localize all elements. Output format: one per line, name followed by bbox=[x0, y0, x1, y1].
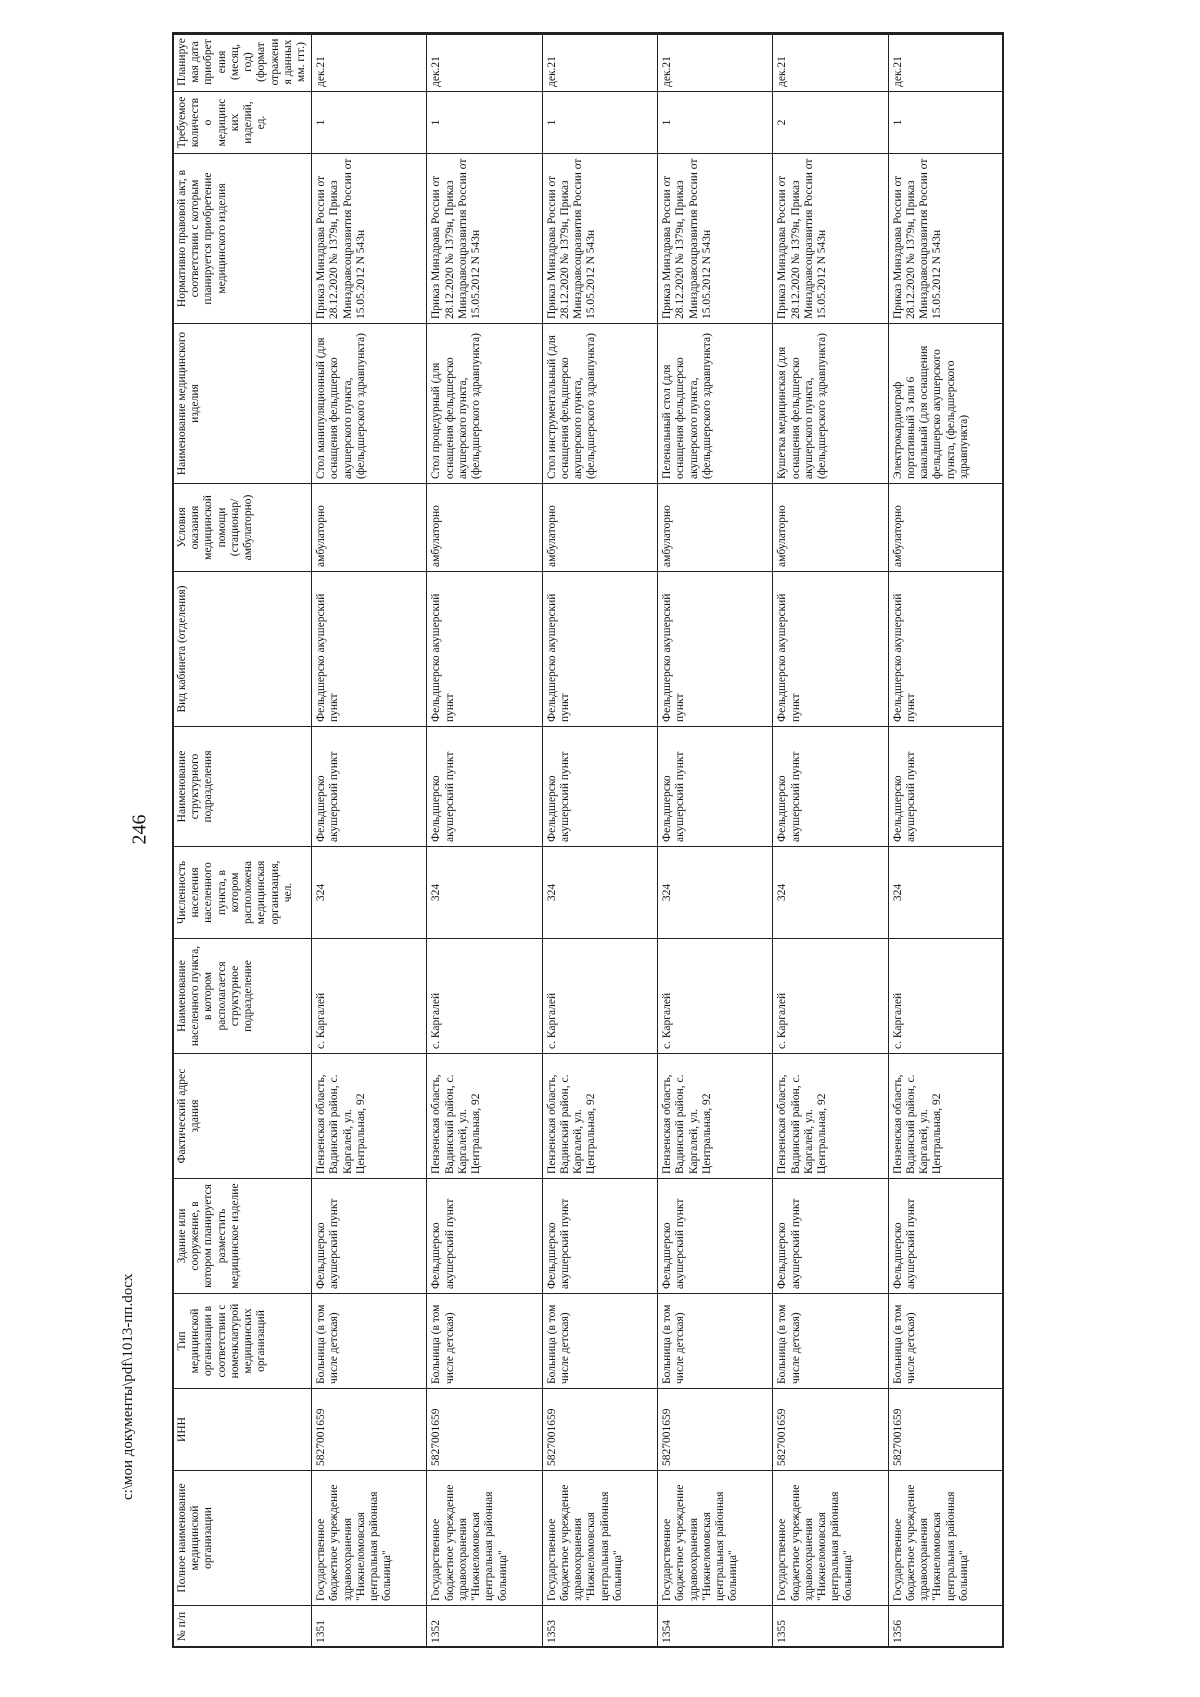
cell-number: 1354 bbox=[658, 1606, 773, 1648]
cell-org-type: Больница (в том числе детская) bbox=[312, 1294, 427, 1389]
table-header-row bbox=[173, 33, 312, 1648]
cell-building: Фельдшерско акушерский пункт bbox=[312, 1179, 427, 1294]
cell-org-type: Больница (в том числе детская) bbox=[773, 1294, 888, 1389]
cell-cabinet: Фельдшерско акушерский пункт bbox=[773, 572, 888, 727]
cell-act: Приказ Минздрава России от 28.12.2020 № 1379н, Приказ Минздравсоцразвития России от 15.05.2012 N 543н bbox=[542, 154, 657, 324]
cell-inn: 5827001659 bbox=[658, 1389, 773, 1471]
cell-unit: Фельдшерско акушерский пункт bbox=[773, 727, 888, 847]
cell-act: Приказ Минздрава России от 28.12.2020 № 1379н, Приказ Минздравсоцразвития России от 15.05.2012 N 543н bbox=[427, 154, 542, 324]
cell-date: дек.21 bbox=[542, 33, 657, 92]
table-row bbox=[773, 33, 888, 1648]
header-cell: Наименование населенного пункта, в котором располагается структурное подразделение bbox=[173, 939, 312, 1054]
cell-address: Пензенская область, Вадинский район, с. Каргалей, ул. Центральная, 92 bbox=[312, 1054, 427, 1179]
cell-settlement: с. Каргалей bbox=[542, 939, 657, 1054]
cell-date: дек.21 bbox=[427, 33, 542, 92]
cell-population: 324 bbox=[312, 847, 427, 939]
cell-organization: Государственное бюджетное учреждение здравоохранения "Нижнеломовская центральная районная больница" bbox=[658, 1471, 773, 1606]
header-cell: Фактический адрес здания bbox=[173, 1054, 312, 1179]
cell-building: Фельдшерско акушерский пункт bbox=[542, 1179, 657, 1294]
header-cell: № п/п bbox=[173, 1606, 312, 1648]
cell-address: Пензенская область, Вадинский район, с. Каргалей, ул. Центральная, 92 bbox=[542, 1054, 657, 1179]
cell-population: 324 bbox=[773, 847, 888, 939]
cell-org-type: Больница (в том числе детская) bbox=[658, 1294, 773, 1389]
cell-date: дек.21 bbox=[658, 33, 773, 92]
cell-org-type: Больница (в том числе детская) bbox=[542, 1294, 657, 1389]
cell-conditions: амбулаторно bbox=[773, 484, 888, 572]
cell-unit: Фельдшерско акушерский пункт bbox=[542, 727, 657, 847]
cell-conditions: амбулаторно bbox=[658, 484, 773, 572]
cell-device: Кушетка медицинская (для оснащения фельдшерско акушерского пункта, (фельдшерского здравпункта) bbox=[773, 324, 888, 484]
header-cell: Численность населения населенного пункта, в котором расположена медицинская организация, чел. bbox=[173, 847, 312, 939]
cell-address: Пензенская область, Вадинский район, с. Каргалей, ул. Центральная, 92 bbox=[427, 1054, 542, 1179]
header-cell: Вид кабинета (отделения) bbox=[173, 572, 312, 727]
cell-date: дек.21 bbox=[888, 33, 1003, 92]
cell-conditions: амбулаторно bbox=[427, 484, 542, 572]
page-number: 246 bbox=[128, 814, 151, 845]
cell-quantity: 2 bbox=[773, 92, 888, 154]
cell-conditions: амбулаторно bbox=[312, 484, 427, 572]
cell-population: 324 bbox=[658, 847, 773, 939]
cell-quantity: 1 bbox=[888, 92, 1003, 154]
cell-number: 1356 bbox=[888, 1606, 1003, 1648]
cell-act: Приказ Минздрава России от 28.12.2020 № 1379н, Приказ Минздравсоцразвития России от 15.05.2012 N 543н bbox=[888, 154, 1003, 324]
cell-number: 1352 bbox=[427, 1606, 542, 1648]
cell-population: 324 bbox=[427, 847, 542, 939]
cell-org-type: Больница (в том числе детская) bbox=[888, 1294, 1003, 1389]
cell-number: 1351 bbox=[312, 1606, 427, 1648]
cell-organization: Государственное бюджетное учреждение здравоохранения "Нижнеломовская центральная районная больница" bbox=[773, 1471, 888, 1606]
cell-inn: 5827001659 bbox=[888, 1389, 1003, 1471]
cell-settlement: с. Каргалей bbox=[312, 939, 427, 1054]
header-cell: Наименование медицинского изделия bbox=[173, 324, 312, 484]
footer-file-path: c:\мои документы\pdf\1013-пп.docx bbox=[120, 1273, 136, 1500]
cell-inn: 5827001659 bbox=[312, 1389, 427, 1471]
header-cell: Наименование структурного подразделения bbox=[173, 727, 312, 847]
cell-conditions: амбулаторно bbox=[542, 484, 657, 572]
header-cell: Требуемое количество медицинских изделий, ед. bbox=[173, 92, 312, 154]
cell-device: Стол процедурный (для оснащения фельдшерско акушерского пункта, (фельдшерского здравпункта) bbox=[427, 324, 542, 484]
cell-device: Стол инструментальный (для оснащения фельдшерско акушерского пункта, (фельдшерского здравпункта) bbox=[542, 324, 657, 484]
cell-device: Пеленальный стол (для оснащения фельдшерско акушерского пункта, (фельдшерского здравпункта) bbox=[658, 324, 773, 484]
cell-population: 324 bbox=[542, 847, 657, 939]
cell-settlement: с. Каргалей bbox=[427, 939, 542, 1054]
cell-date: дек.21 bbox=[773, 33, 888, 92]
header-cell: Полное наименование медицинской организации bbox=[173, 1471, 312, 1606]
cell-inn: 5827001659 bbox=[773, 1389, 888, 1471]
cell-cabinet: Фельдшерско акушерский пункт bbox=[658, 572, 773, 727]
cell-inn: 5827001659 bbox=[427, 1389, 542, 1471]
cell-settlement: с. Каргалей bbox=[773, 939, 888, 1054]
header-cell: Тип медицинской организации в соответствии с номенклатурой медицинских организаций bbox=[173, 1294, 312, 1389]
cell-quantity: 1 bbox=[427, 92, 542, 154]
cell-address: Пензенская область, Вадинский район, с. Каргалей, ул. Центральная, 92 bbox=[888, 1054, 1003, 1179]
cell-organization: Государственное бюджетное учреждение здравоохранения "Нижнеломовская центральная районная больница" bbox=[542, 1471, 657, 1606]
cell-building: Фельдшерско акушерский пункт bbox=[427, 1179, 542, 1294]
cell-cabinet: Фельдшерско акушерский пункт bbox=[542, 572, 657, 727]
cell-population: 324 bbox=[888, 847, 1003, 939]
cell-conditions: амбулаторно bbox=[888, 484, 1003, 572]
table-row bbox=[658, 33, 773, 1648]
table-row bbox=[542, 33, 657, 1648]
cell-organization: Государственное бюджетное учреждение здравоохранения "Нижнеломовская центральная районная больница" bbox=[312, 1471, 427, 1606]
cell-building: Фельдшерско акушерский пункт bbox=[658, 1179, 773, 1294]
cell-cabinet: Фельдшерско акушерский пункт bbox=[312, 572, 427, 727]
cell-unit: Фельдшерско акушерский пункт bbox=[427, 727, 542, 847]
cell-number: 1353 bbox=[542, 1606, 657, 1648]
cell-unit: Фельдшерско акушерский пункт bbox=[658, 727, 773, 847]
header-cell: ИНН bbox=[173, 1389, 312, 1471]
cell-inn: 5827001659 bbox=[542, 1389, 657, 1471]
table-row bbox=[427, 33, 542, 1648]
cell-building: Фельдшерско акушерский пункт bbox=[888, 1179, 1003, 1294]
header-cell: Нормативно правовой акт, в соответствии с которым планируется приобретение медицинского изделия bbox=[173, 154, 312, 324]
cell-settlement: с. Каргалей bbox=[658, 939, 773, 1054]
cell-address: Пензенская область, Вадинский район, с. Каргалей, ул. Центральная, 92 bbox=[658, 1054, 773, 1179]
header-cell: Условия оказания медицинской помощи (стационар/ амбулаторно) bbox=[173, 484, 312, 572]
cell-organization: Государственное бюджетное учреждение здравоохранения "Нижнеломовская центральная районная больница" bbox=[427, 1471, 542, 1606]
cell-unit: Фельдшерско акушерский пункт bbox=[888, 727, 1003, 847]
cell-building: Фельдшерско акушерский пункт bbox=[773, 1179, 888, 1294]
cell-act: Приказ Минздрава России от 28.12.2020 № 1379н, Приказ Минздравсоцразвития России от 15.05.2012 N 543н bbox=[312, 154, 427, 324]
cell-cabinet: Фельдшерско акушерский пункт bbox=[427, 572, 542, 727]
cell-unit: Фельдшерско акушерский пункт bbox=[312, 727, 427, 847]
cell-act: Приказ Минздрава России от 28.12.2020 № 1379н, Приказ Минздравсоцразвития России от 15.05.2012 N 543н bbox=[658, 154, 773, 324]
cell-number: 1355 bbox=[773, 1606, 888, 1648]
cell-address: Пензенская область, Вадинский район, с. Каргалей, ул. Центральная, 92 bbox=[773, 1054, 888, 1179]
cell-device: Стол манипуляционный (для оснащения фельдшерско акушерского пункта, (фельдшерского здравпункта) bbox=[312, 324, 427, 484]
cell-quantity: 1 bbox=[312, 92, 427, 154]
cell-device: Электрокардиограф портативный 3 или 6 канальный (для оснащения фельдшерско акушерского пункта, (фельдшерского здравпункта) bbox=[888, 324, 1003, 484]
header-cell: Здание или сооружение, в котором планируется разместить медицинское изделие bbox=[173, 1179, 312, 1294]
cell-quantity: 1 bbox=[658, 92, 773, 154]
table-row bbox=[312, 33, 427, 1648]
table-row bbox=[888, 33, 1003, 1648]
cell-act: Приказ Минздрава России от 28.12.2020 № 1379н, Приказ Минздравсоцразвития России от 15.05.2012 N 543н bbox=[773, 154, 888, 324]
header-cell: Планируемая дата приобретения (месяц, год) (формат отражения данных мм. ггг.) bbox=[173, 33, 312, 92]
cell-settlement: с. Каргалей bbox=[888, 939, 1003, 1054]
cell-organization: Государственное бюджетное учреждение здравоохранения "Нижнеломовская центральная районная больница" bbox=[888, 1471, 1003, 1606]
cell-cabinet: Фельдшерско акушерский пункт bbox=[888, 572, 1003, 727]
rotated-table-container bbox=[172, 33, 1004, 1648]
cell-date: дек.21 bbox=[312, 33, 427, 92]
equipment-table bbox=[172, 32, 1004, 1648]
cell-quantity: 1 bbox=[542, 92, 657, 154]
cell-org-type: Больница (в том числе детская) bbox=[427, 1294, 542, 1389]
